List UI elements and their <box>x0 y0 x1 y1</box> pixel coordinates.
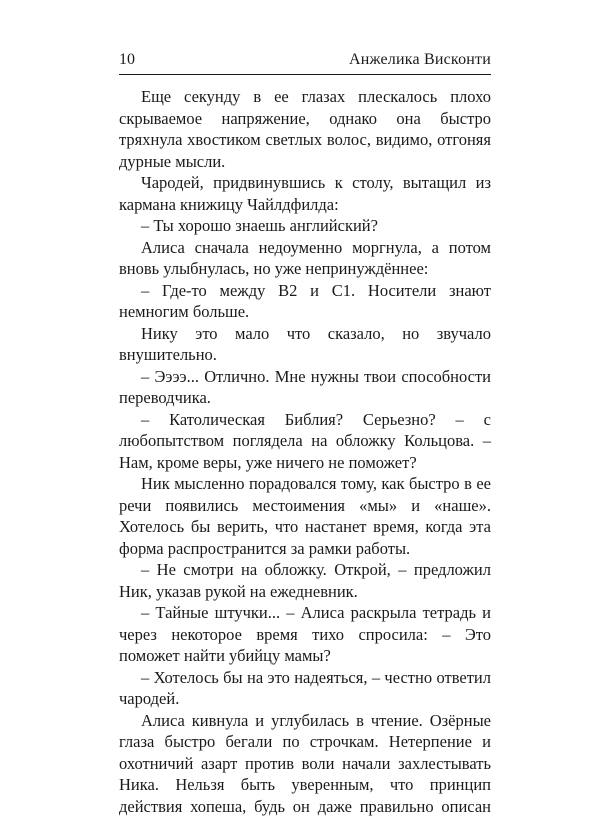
paragraph: Еще секунду в ее глазах плескалось плохо скрываемое напряжение, однако она быстро тряхнула хвостиком светлых волос, видимо, отгоняя дурные мысли. <box>119 86 491 172</box>
body-text <box>119 86 491 817</box>
header-rule <box>119 74 491 75</box>
paragraph: – Ты хорошо знаешь английский? <box>119 215 491 237</box>
book-page <box>119 0 491 750</box>
paragraph: – Тайные штучки... – Алиса раскрыла тетрадь и через некоторое время тихо спросила: – Это поможет найти убийцу мамы? <box>119 602 491 667</box>
paragraph: – Католическая Библия? Серьезно? – с любопытством поглядела на обложку Кольцова. – Нам, кроме веры, уже ничего не поможет? <box>119 409 491 474</box>
paragraph: Чародей, придвинувшись к столу, вытащил из кармана книжицу Чайлдфилда: <box>119 172 491 215</box>
page-number: 10 <box>119 50 135 70</box>
paragraph: – Хотелось бы на это надеяться, – честно ответил чародей. <box>119 667 491 710</box>
paragraph: Алиса кивнула и углубилась в чтение. Озёрные глаза быстро бегали по строчкам. Нетерпение и охотничий азарт против воли начали захлестывать Ника. Нельзя быть уверенным, что принцип действия хопеша, будь он даже правильно описан <box>119 710 491 817</box>
running-title: Анжелика Висконти <box>349 50 491 70</box>
paragraph: Нику это мало что сказало, но звучало внушительно. <box>119 323 491 366</box>
paragraph: – Где-то между B2 и C1. Носители знают немногим больше. <box>119 280 491 323</box>
paragraph: – Не смотри на обложку. Открой, – предложил Ник, указав рукой на ежедневник. <box>119 559 491 602</box>
paragraph: Алиса сначала недоуменно моргнула, а потом вновь улыбнулась, но уже непринуждённее: <box>119 237 491 280</box>
paragraph: – Ээээ... Отлично. Мне нужны твои способности переводчика. <box>119 366 491 409</box>
page-header <box>119 50 491 72</box>
paragraph: Ник мысленно порадовался тому, как быстро в ее речи появились местоимения «мы» и «наше». Хотелось бы верить, что настанет время, когда эта форма распространится за рамки работы. <box>119 473 491 559</box>
